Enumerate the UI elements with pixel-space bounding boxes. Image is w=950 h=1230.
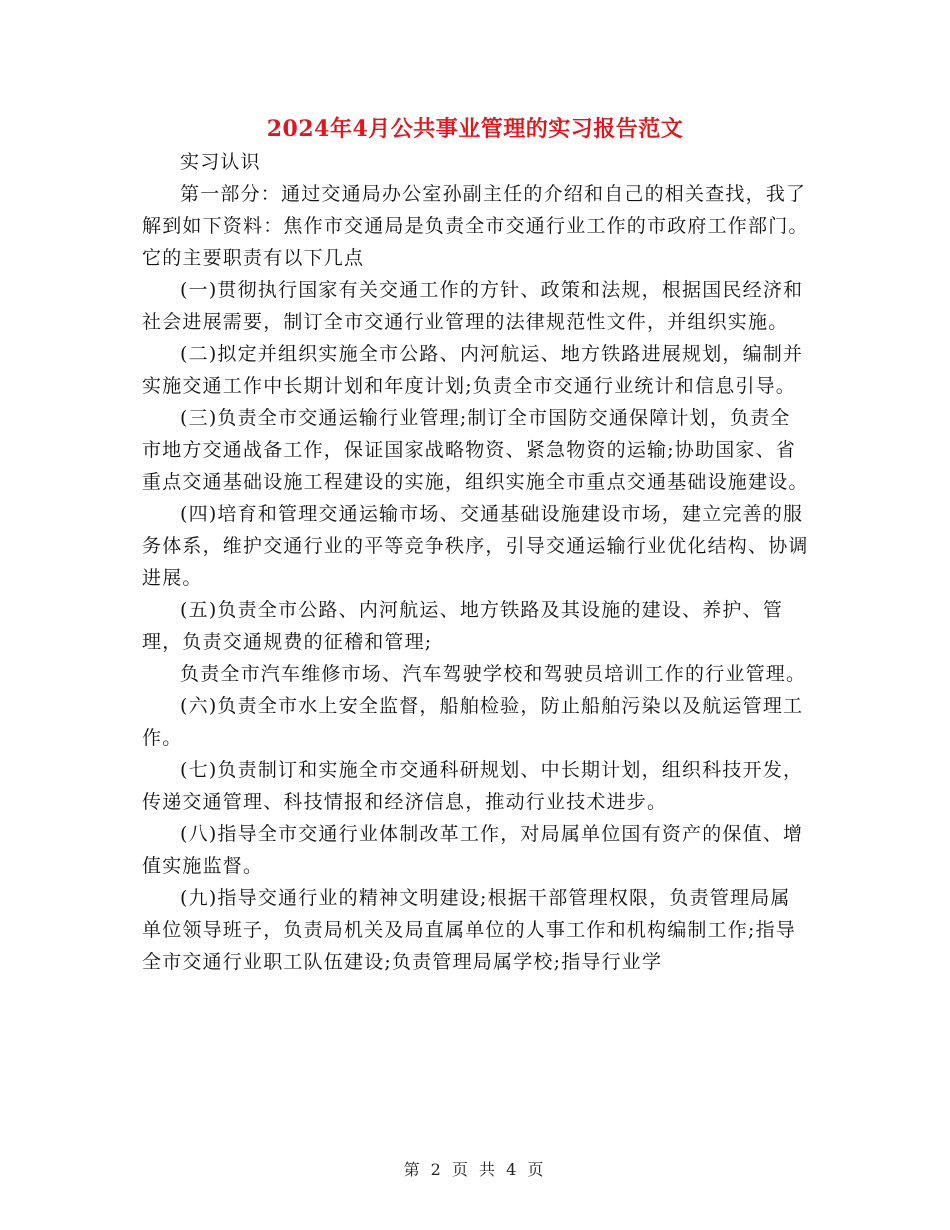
paragraph-item-1: (一)贯彻执行国家有关交通工作的方针、政策和法规，根据国民经济和社会进展需要，制订全市交通行业管理的法律规范性文件，并组织实施。 <box>142 279 804 333</box>
document-body <box>142 146 810 978</box>
paragraph-item-3: (三)负责全市交通运输行业管理;制订全市国防交通保障计划，负责全市地方交通战备工作，保证国家战略物资、紧急物资的运输;协助国家、省重点交通基础设施工程建设的实施，组织实施全市重点交通基础设施建设。 <box>142 407 809 493</box>
page-title: 2024年4月公共事业管理的实习报告范文 <box>266 116 684 142</box>
paragraph-intro: 第一部分：通过交通局办公室孙副主任的介绍和自己的相关查找，我了解到如下资料：焦作市交通局是负责全市交通行业工作的市政府工作部门。它的主要职责有以下几点 <box>142 183 809 269</box>
section-heading: 实习认识 <box>180 151 261 173</box>
paragraph-item-4: (四)培育和管理交通运输市场、交通基础设施建设市场，建立完善的服务体系，维护交通行业的平等竞争秩序，引导交通运输行业优化结构、协调进展。 <box>142 503 809 589</box>
paragraph-item-7: (七)负责制订和实施全市交通科研规划、中长期计划，组织科技开发，传递交通管理、科技情报和经济信息，推动行业技术进步。 <box>142 759 804 813</box>
paragraph-item-8: (八)指导全市交通行业体制改革工作，对局属单位国有资产的保值、增值实施监督。 <box>142 823 804 877</box>
paragraph-item-5: (五)负责全市公路、内河航运、地方铁路及其设施的建设、养护、管理，负责交通规费的征稽和管理; <box>142 599 784 653</box>
paragraph-item-5-cont: 负责全市汽车维修市场、汽车驾驶学校和驾驶员培训工作的行业管理。 <box>180 663 807 685</box>
paragraph-item-6: (六)负责全市水上安全监督，船舶检验，防止船舶污染以及航运管理工作。 <box>142 695 804 749</box>
paragraph-item-2: (二)拟定并组织实施全市公路、内河航运、地方铁路进展规划，编制并实施交通工作中长期计划和年度计划;负责全市交通行业统计和信息引导。 <box>142 343 804 397</box>
page-number-footer: 第 2 页 共 4 页 <box>403 1160 547 1179</box>
paragraph-item-9: (九)指导交通行业的精神文明建设;根据干部管理权限，负责管理局属单位领导班子，负责局机关及局直属单位的人事工作和机构编制工作;指导全市交通行业职工队伍建设;负责管理局属学校;指导行业学 <box>142 887 797 973</box>
